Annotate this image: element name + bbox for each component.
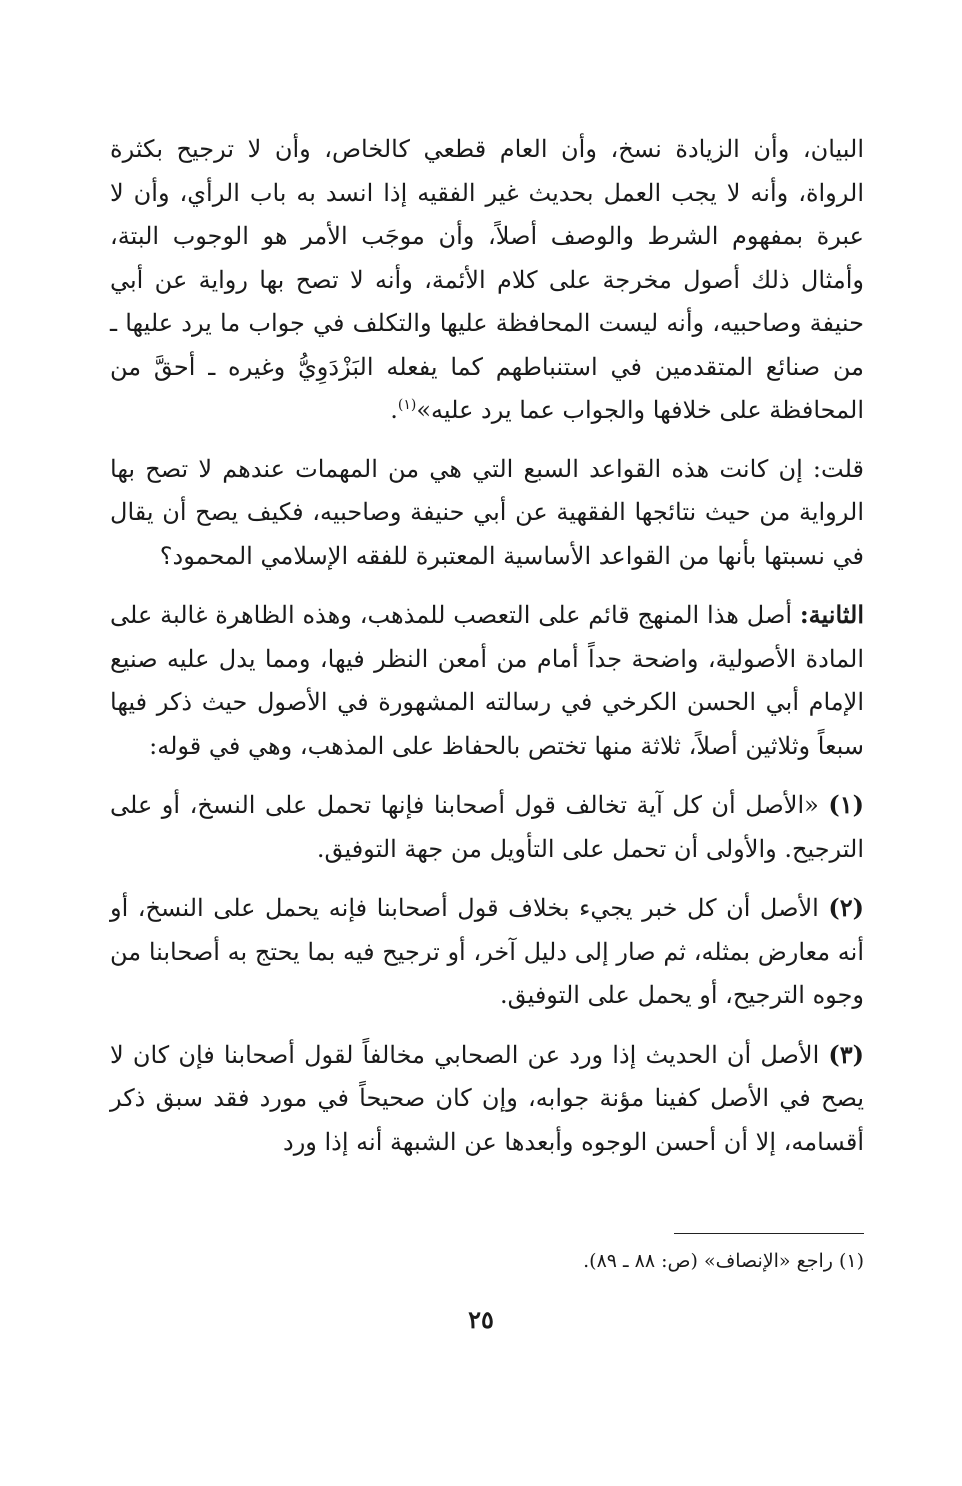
paragraph-3-text: أصل هذا المنهج قائم على التعصب للمذهب، وهذه الظاهرة غالبة على المادة الأصولية، واضحة جداً أمام من أمعن النظر فيها، ومما يدل عليه صنيع الإمام أبي الحسن الكرخي في رسالته المشهورة في الأصول حيث ذكر فيها سبعاً وثلاثين أصلاً، ثلاثة منها تختص بالحفاظ على المذهب، وهي في قوله: bbox=[110, 601, 864, 760]
rule-2-number: (٢) bbox=[828, 893, 864, 922]
paragraph-1 bbox=[110, 128, 864, 433]
rule-3 bbox=[110, 1033, 864, 1165]
footnote-divider bbox=[674, 1233, 864, 1234]
rule-1 bbox=[110, 783, 864, 871]
page-body bbox=[110, 128, 864, 1164]
rule-3-number: (٣) bbox=[828, 1039, 864, 1069]
paragraph-2 bbox=[110, 448, 864, 579]
paragraph-1-end: . bbox=[390, 396, 398, 424]
rule-3-text: الأصل أن الحديث إذا ورد عن الصحابي مخالفاً لقول أصحابنا فإن كان لا يصح في الأصل كفينا مؤنة جوابه، وإن كان صحيحاً في مورد فقد سبق ذكر أقسامه، إلا أن أحسن الوجوه وأبعدها عن الشبهة أنه إذا ورد bbox=[110, 1040, 864, 1156]
page-number: ٢٥ bbox=[468, 1305, 494, 1334]
paragraph-1-text: البيان، وأن الزيادة نسخ، وأن العام قطعي كالخاص، وأن لا ترجيح بكثرة الرواة، وأنه لا يجب العمل بحديث غير الفقيه إذا انسد به باب الرأي، وأن لا عبرة بمفهوم الشرط والوصف أصلاً، وأن موجَب الأمر هو الوجوب البتة، وأمثال ذلك أصول مخرجة على كلام الأئمة، وأنه لا تصح بها رواية عن أبي حنيفة وصاحبيه، وأنه ليست المحافظة عليها والتكلف في جواب ما يرد عليها ـ من صنائع المتقدمين في استنباطهم كما يفعله البَزْدَوِيُّ وغيره ـ أحقَّ من المحافظة على خلافها والجواب عما يرد عليه» bbox=[110, 135, 864, 424]
rule-2-text: الأصل أن كل خبر يجيء بخلاف قول أصحابنا فإنه يحمل على النسخ، أو أنه معارض بمثله، ثم صار إلى دليل آخر، أو ترجيح فيه بما يحتج به أصحابنا من وجوه الترجيح، أو يحمل على التوفيق. bbox=[110, 894, 864, 1009]
footnote-ref[interactable]: (١) bbox=[397, 397, 417, 413]
rule-1-number: (١) bbox=[828, 790, 864, 819]
paragraph-3-lead: الثانية: bbox=[799, 600, 864, 629]
rule-2 bbox=[110, 886, 864, 1018]
paragraph-3 bbox=[110, 593, 864, 768]
footnote: (١) راجع «الإنصاف» (ص: ٨٨ ـ ٨٩). bbox=[583, 1250, 864, 1272]
paragraph-2-text: قلت: إن كانت هذه القواعد السبع التي هي من المهمات عندهم لا تصح بها الرواية من حيث نتائجها الفقهية عن أبي حنيفة وصاحبيه، فكيف يصح أن يقال في نسبتها بأنها من القواعد الأساسية المعتبرة للفقه الإسلامي المحمود؟ bbox=[110, 454, 864, 570]
rule-1-text: «الأصل أن كل آية تخالف قول أصحابنا فإنها تحمل على النسخ، أو على الترجيح. والأولى أن تحمل على التأويل من جهة التوفيق. bbox=[110, 791, 864, 863]
